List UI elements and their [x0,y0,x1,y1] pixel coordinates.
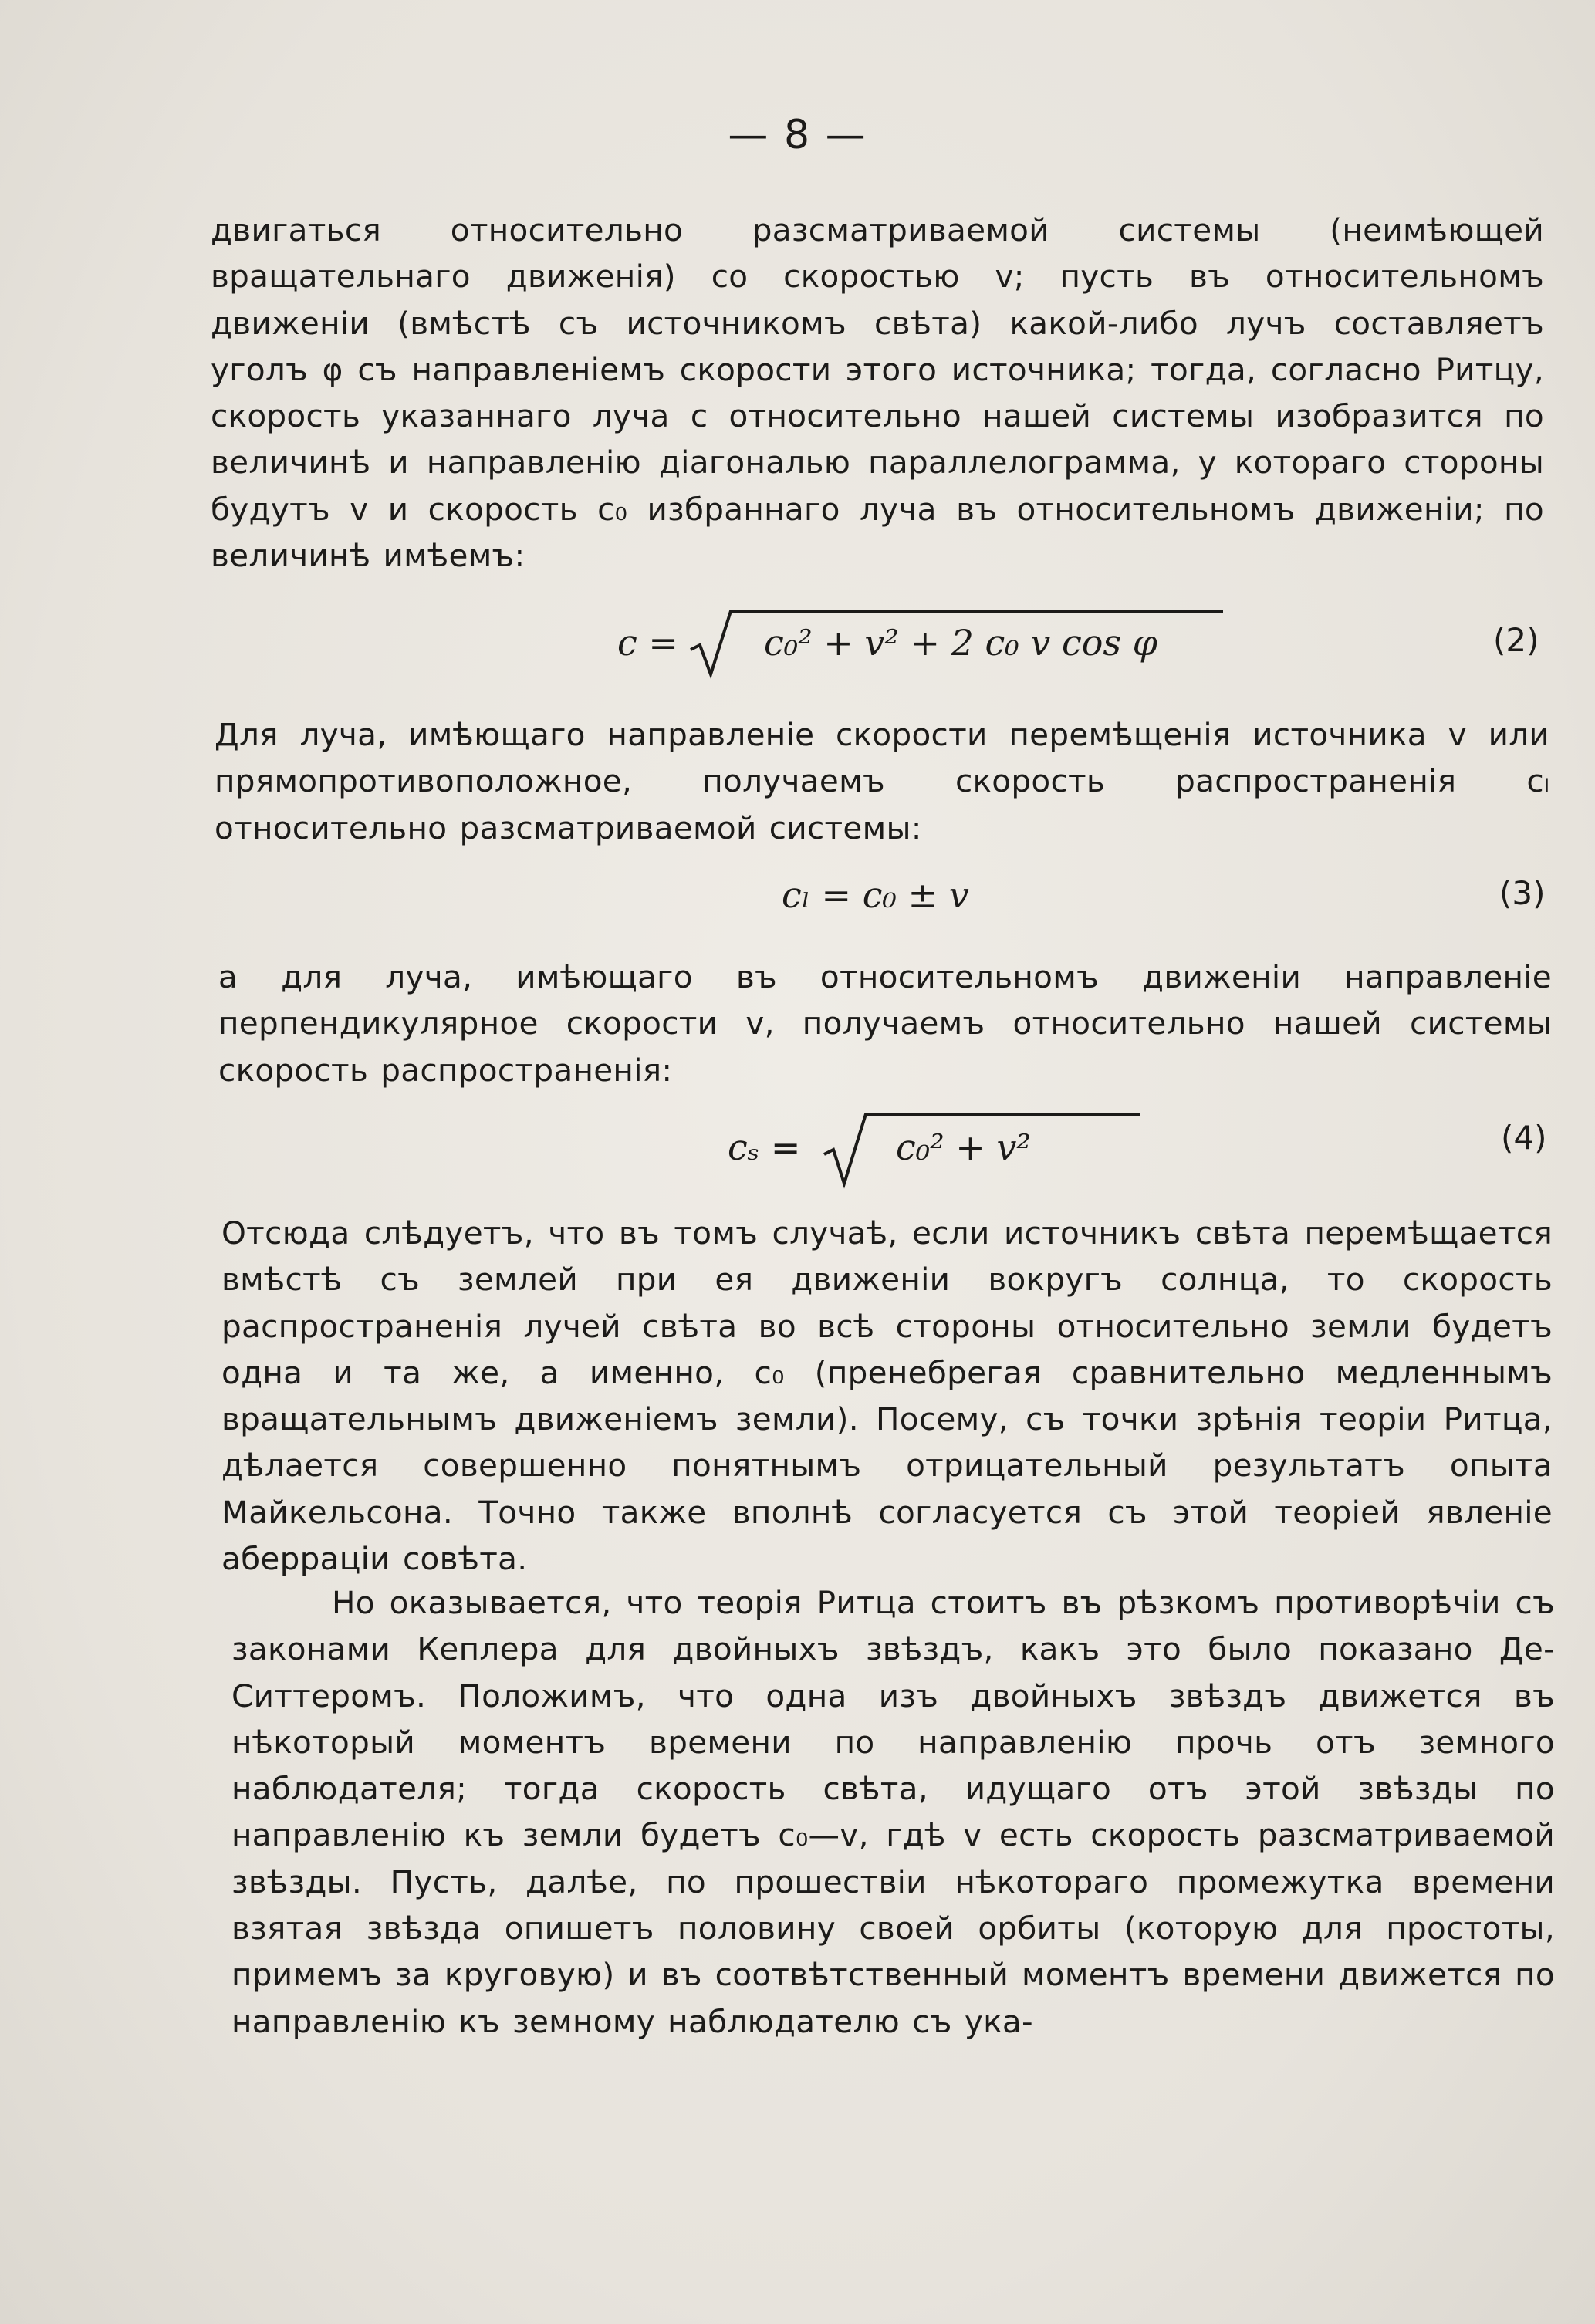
equation-2-number: (2) [1493,621,1539,659]
paragraph-1: двигаться относительно разсматриваемой системы (неимѣющей вращательнаго движенія) со скоростью v; пусть въ относительномъ движеніи (вмѣстѣ съ источникомъ свѣта) какой-либо лучъ составляетъ уголъ φ съ направленіемъ скорости этого источника; тогда, согласно Ритцу, скорость указаннаго луча c относительно нашей системы изобразится по величинѣ и направленію діагональю параллелограмма, у котораго стороны будутъ v и скорость c₀ избраннаго луча въ относительномъ движеніи; по величинѣ имѣемъ: [211,211,1544,575]
paragraph-4: Отсюда слѣдуетъ, что въ томъ случаѣ, если источникъ свѣта перемѣщается вмѣстѣ съ землей при ея движеніи вокругъ солнца, то скорость распространенія лучей свѣта во всѣ стороны относительно земли будетъ одна и та же, а именно, c₀ (пренебрегая сравнительно медленнымъ вращательнымъ движеніемъ земли). Посему, съ точки зрѣнія теоріи Ритца, дѣлается совершенно понятнымъ отрицательный результатъ опыта Майкельсона. Точно также вполнѣ согласуется съ этой теоріей явленіе аберраціи совѣта. [221,1214,1553,1578]
paragraph-3: а для луча, имѣющаго въ относительномъ движеніи направленіе перпендикулярное скорости v, получаемъ относительно нашей системы скорость распространенія: [218,958,1552,1089]
equation-4-lhs: cₛ = [728,1127,801,1168]
equation-4 [728,1111,1075,1188]
equation-2-radicand: c₀² + v² + 2 c₀ v cos φ [764,622,1157,664]
paragraph-2: Для луча, имѣющаго направленіе скорости перемѣщенія источника v или прямопротивоположное, получаемъ скорость распространенія cₗ относительно разсматриваемой системы: [215,716,1549,846]
equation-3-number: (3) [1499,874,1546,912]
page-number: — 8 — [728,112,867,158]
paragraph-5: Но оказывается, что теорія Ритца стоитъ въ рѣзкомъ противорѣчіи съ законами Кеплера для двойныхъ звѣздъ, какъ это было показано Де-Ситтеромъ. Положимъ, что одна изъ двойныхъ звѣздъ движется въ нѣкоторый моментъ времени по направленію прочь отъ земного наблюдателя; тогда скорость свѣта, идущаго отъ этой звѣзды по направленію къ земли будетъ c₀—v, гдѣ v есть скорость разсматриваемой звѣзды. Пусть, далѣе, по прошествіи нѣкотораго промежутка времени взятая звѣзда опишетъ половину своей орбиты (которую для простоты, примемъ за круговую) и въ соотвѣтственный моментъ времени движется по направленію къ земному наблюдателю съ ука- [231,1584,1555,2040]
equation-4-number: (4) [1501,1119,1547,1157]
equation-2 [617,610,1173,679]
equation-4-radicand: c₀² + v² [896,1127,1031,1168]
equation-2-lhs: c = [617,622,678,664]
equation-3 [782,874,1090,928]
equation-3-text: cₗ = c₀ ± v [782,874,969,916]
